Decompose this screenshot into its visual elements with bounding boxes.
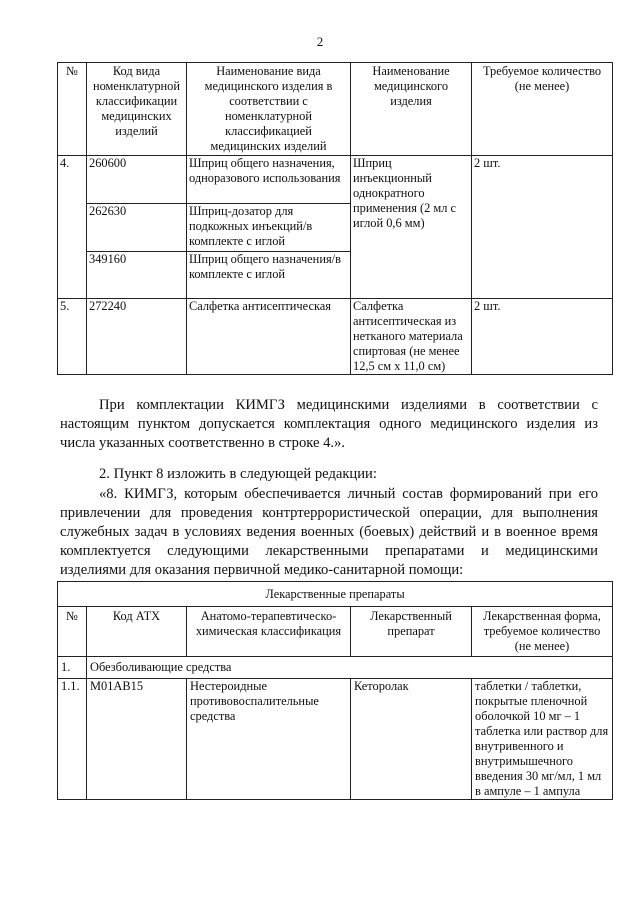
header-dosage-form: Лекарственная форма, требуемое количество (не менее) — [472, 607, 613, 657]
header-device-name: Наименование медицинского изделия — [351, 63, 472, 156]
row-number: 5. — [58, 299, 87, 375]
device-type: Шприц общего назначения, одноразового использования — [187, 156, 351, 204]
paragraph-amendment: 2. Пункт 8 изложить в следующей редакции: — [99, 466, 377, 482]
device-type: Шприц-дозатор для подкожных инъекций/в комплекте с иглой — [187, 204, 351, 252]
section-row — [58, 657, 613, 679]
section-number: 1. — [58, 657, 87, 679]
row-number: 1.1. — [58, 679, 87, 800]
table-header-row — [58, 63, 613, 156]
quantity: 2 шт. — [472, 156, 613, 299]
dosage-form: таблетки / таблетки, покрытые пленочной оболочкой 10 мг – 1 таблетка или раствор для внутривенного и внутримышечного введения 30 мг/мл, 1 мл в ампуле – 1 ампула — [472, 679, 613, 800]
nomenclature-code: 260600 — [87, 156, 187, 204]
group-header-row — [58, 582, 613, 607]
nomenclature-code: 262630 — [87, 204, 187, 252]
header-atc-code: Код АТХ — [87, 607, 187, 657]
row-number: 4. — [58, 156, 87, 299]
device-type: Шприц общего назначения/в комплекте с иглой — [187, 252, 351, 299]
device-name: Шприц инъекционный однократного применения (2 мл с иглой 0,6 мм) — [351, 156, 472, 299]
drug-name: Кеторолак — [351, 679, 472, 800]
header-device-type: Наименование вида медицинского изделия в соответствии с номенклатурной классификацией медицинских изделий — [187, 63, 351, 156]
table-row — [58, 299, 613, 375]
quantity: 2 шт. — [472, 299, 613, 375]
device-name: Салфетка антисептическая из нетканого материала спиртовая (не менее 12,5 см х 11,0 см) — [351, 299, 472, 375]
group-title: Лекарственные препараты — [58, 582, 613, 607]
table-row — [58, 156, 613, 204]
header-quantity: Требуемое количество (не менее) — [472, 63, 613, 156]
paragraph-item-8: «8. КИМГЗ, которым обеспечивается личный состав формирований при его привлечении для проведения контртеррористической операции, для выполнения служебных задач в условиях ведения военных (боевых) действий и в военное время комплектуется следующими лекарственными препаратами и медицинскими изделиями для оказания первичной медико-санитарной помощи: — [60, 486, 598, 578]
header-number: № — [58, 63, 87, 156]
page-number: 2 — [316, 34, 324, 49]
device-type: Салфетка антисептическая — [187, 299, 351, 375]
header-nomenclature-code: Код вида номенклатурной классификации медицинских изделий — [87, 63, 187, 156]
section-title: Обезболивающие средства — [87, 657, 613, 679]
medicines-table — [57, 581, 613, 800]
header-atc-classification: Анатомо-терапевтическо-химическая классификация — [187, 607, 351, 657]
header-drug: Лекарственный препарат — [351, 607, 472, 657]
nomenclature-code: 349160 — [87, 252, 187, 299]
atc-classification: Нестероидные противовоспалительные средства — [187, 679, 351, 800]
table-header-row — [58, 607, 613, 657]
table-row — [58, 679, 613, 800]
header-number: № — [58, 607, 87, 657]
paragraph-completion-note: При комплектации КИМГЗ медицинскими изделиями в соответствии с настоящим пунктом допускается комплектация одного медицинского изделия из числа указанных соответственно в строке 4.». — [60, 397, 598, 451]
atc-code: M01AB15 — [87, 679, 187, 800]
nomenclature-code: 272240 — [87, 299, 187, 375]
medical-devices-table — [57, 62, 613, 375]
